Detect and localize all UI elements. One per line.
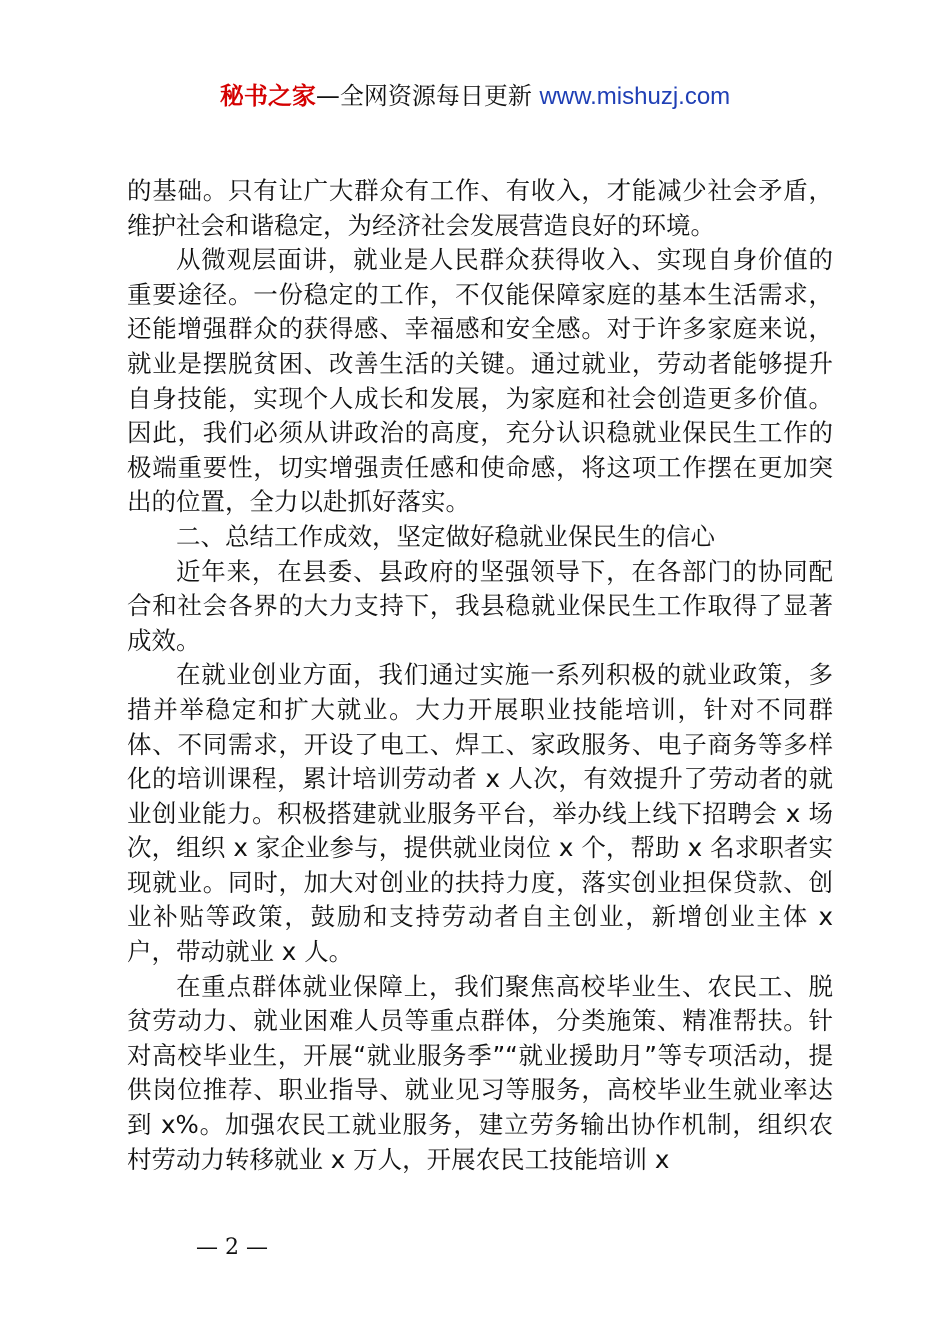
paragraph-3: 近年来，在县委、县政府的坚强领导下，在各部门的协同配合和社会各界的大力支持下，我县稳就业保民生工作取得了显著成效。 [127, 556, 833, 655]
paragraph-2: 从微观层面讲，就业是人民群众获得收入、实现自身价值的重要途径。一份稳定的工作，不仅能保障家庭的基本生活需求，还能增强群众的获得感、幸福感和安全感。对于许多家庭来说，就业是摆脱贫困、改善生活的关键。通过就业，劳动者能够提升自身技能，实现个人成长和发展，为家庭和社会创造更多价值。因此，我们必须从讲政治的高度，充分认识稳就业保民生工作的极端重要性，切实增强责任感和使命感，将这项工作摆在更加突出的位置，全力以赴抓好落实。 [127, 245, 833, 517]
paragraph-1: 的基础。只有让广大群众有工作、有收入，才能减少社会矛盾，维护社会和谐稳定，为经济社会发展营造良好的环境。 [127, 176, 833, 240]
brand-name: 秘书之家 [219, 82, 316, 110]
site-header [0, 78, 950, 115]
document-body [127, 174, 833, 1177]
paragraph-4: 在就业创业方面，我们通过实施一系列积极的就业政策，多措并举稳定和扩大就业。大力开展职业技能培训，针对不同群体、不同需求，开设了电工、焊工、家政服务、电子商务等多样化的培训课程，累计培训劳动者 x 人次，有效提升了劳动者的就业创业能力。积极搭建就业服务平台，举办线上线下招聘会 x 场次，组织 x 家企业参与，提供就业岗位 x 个，帮助 x 名求职者实现就业。同时，加大对创业的扶持力度，落实创业担保贷款、创业补贴等政策，鼓励和支持劳动者自主创业，新增创业主体 x 户，带动就业 x 人。 [127, 660, 833, 967]
paragraph-5: 在重点群体就业保障上，我们聚焦高校毕业生、农民工、脱贫劳动力、就业困难人员等重点群体，分类施策、精准帮扶。针对高校毕业生，开展“就业服务季”“就业援助月”等专项活动，提供岗位推荐、职业指导、就业见习等服务，高校毕业生就业率达到 x%。加强农民工就业服务，建立劳务输出协作机制，组织农村劳动力转移就业 x 万人，开展农民工技能培训 x [127, 971, 833, 1174]
page-number: — 2 — [196, 1235, 268, 1260]
site-url[interactable]: www.mishuzj.com [539, 83, 731, 110]
header-tagline: —全网资源每日更新 [315, 82, 532, 110]
section-heading: 二、总结工作成效，坚定做好稳就业保民生的信心 [176, 521, 715, 551]
